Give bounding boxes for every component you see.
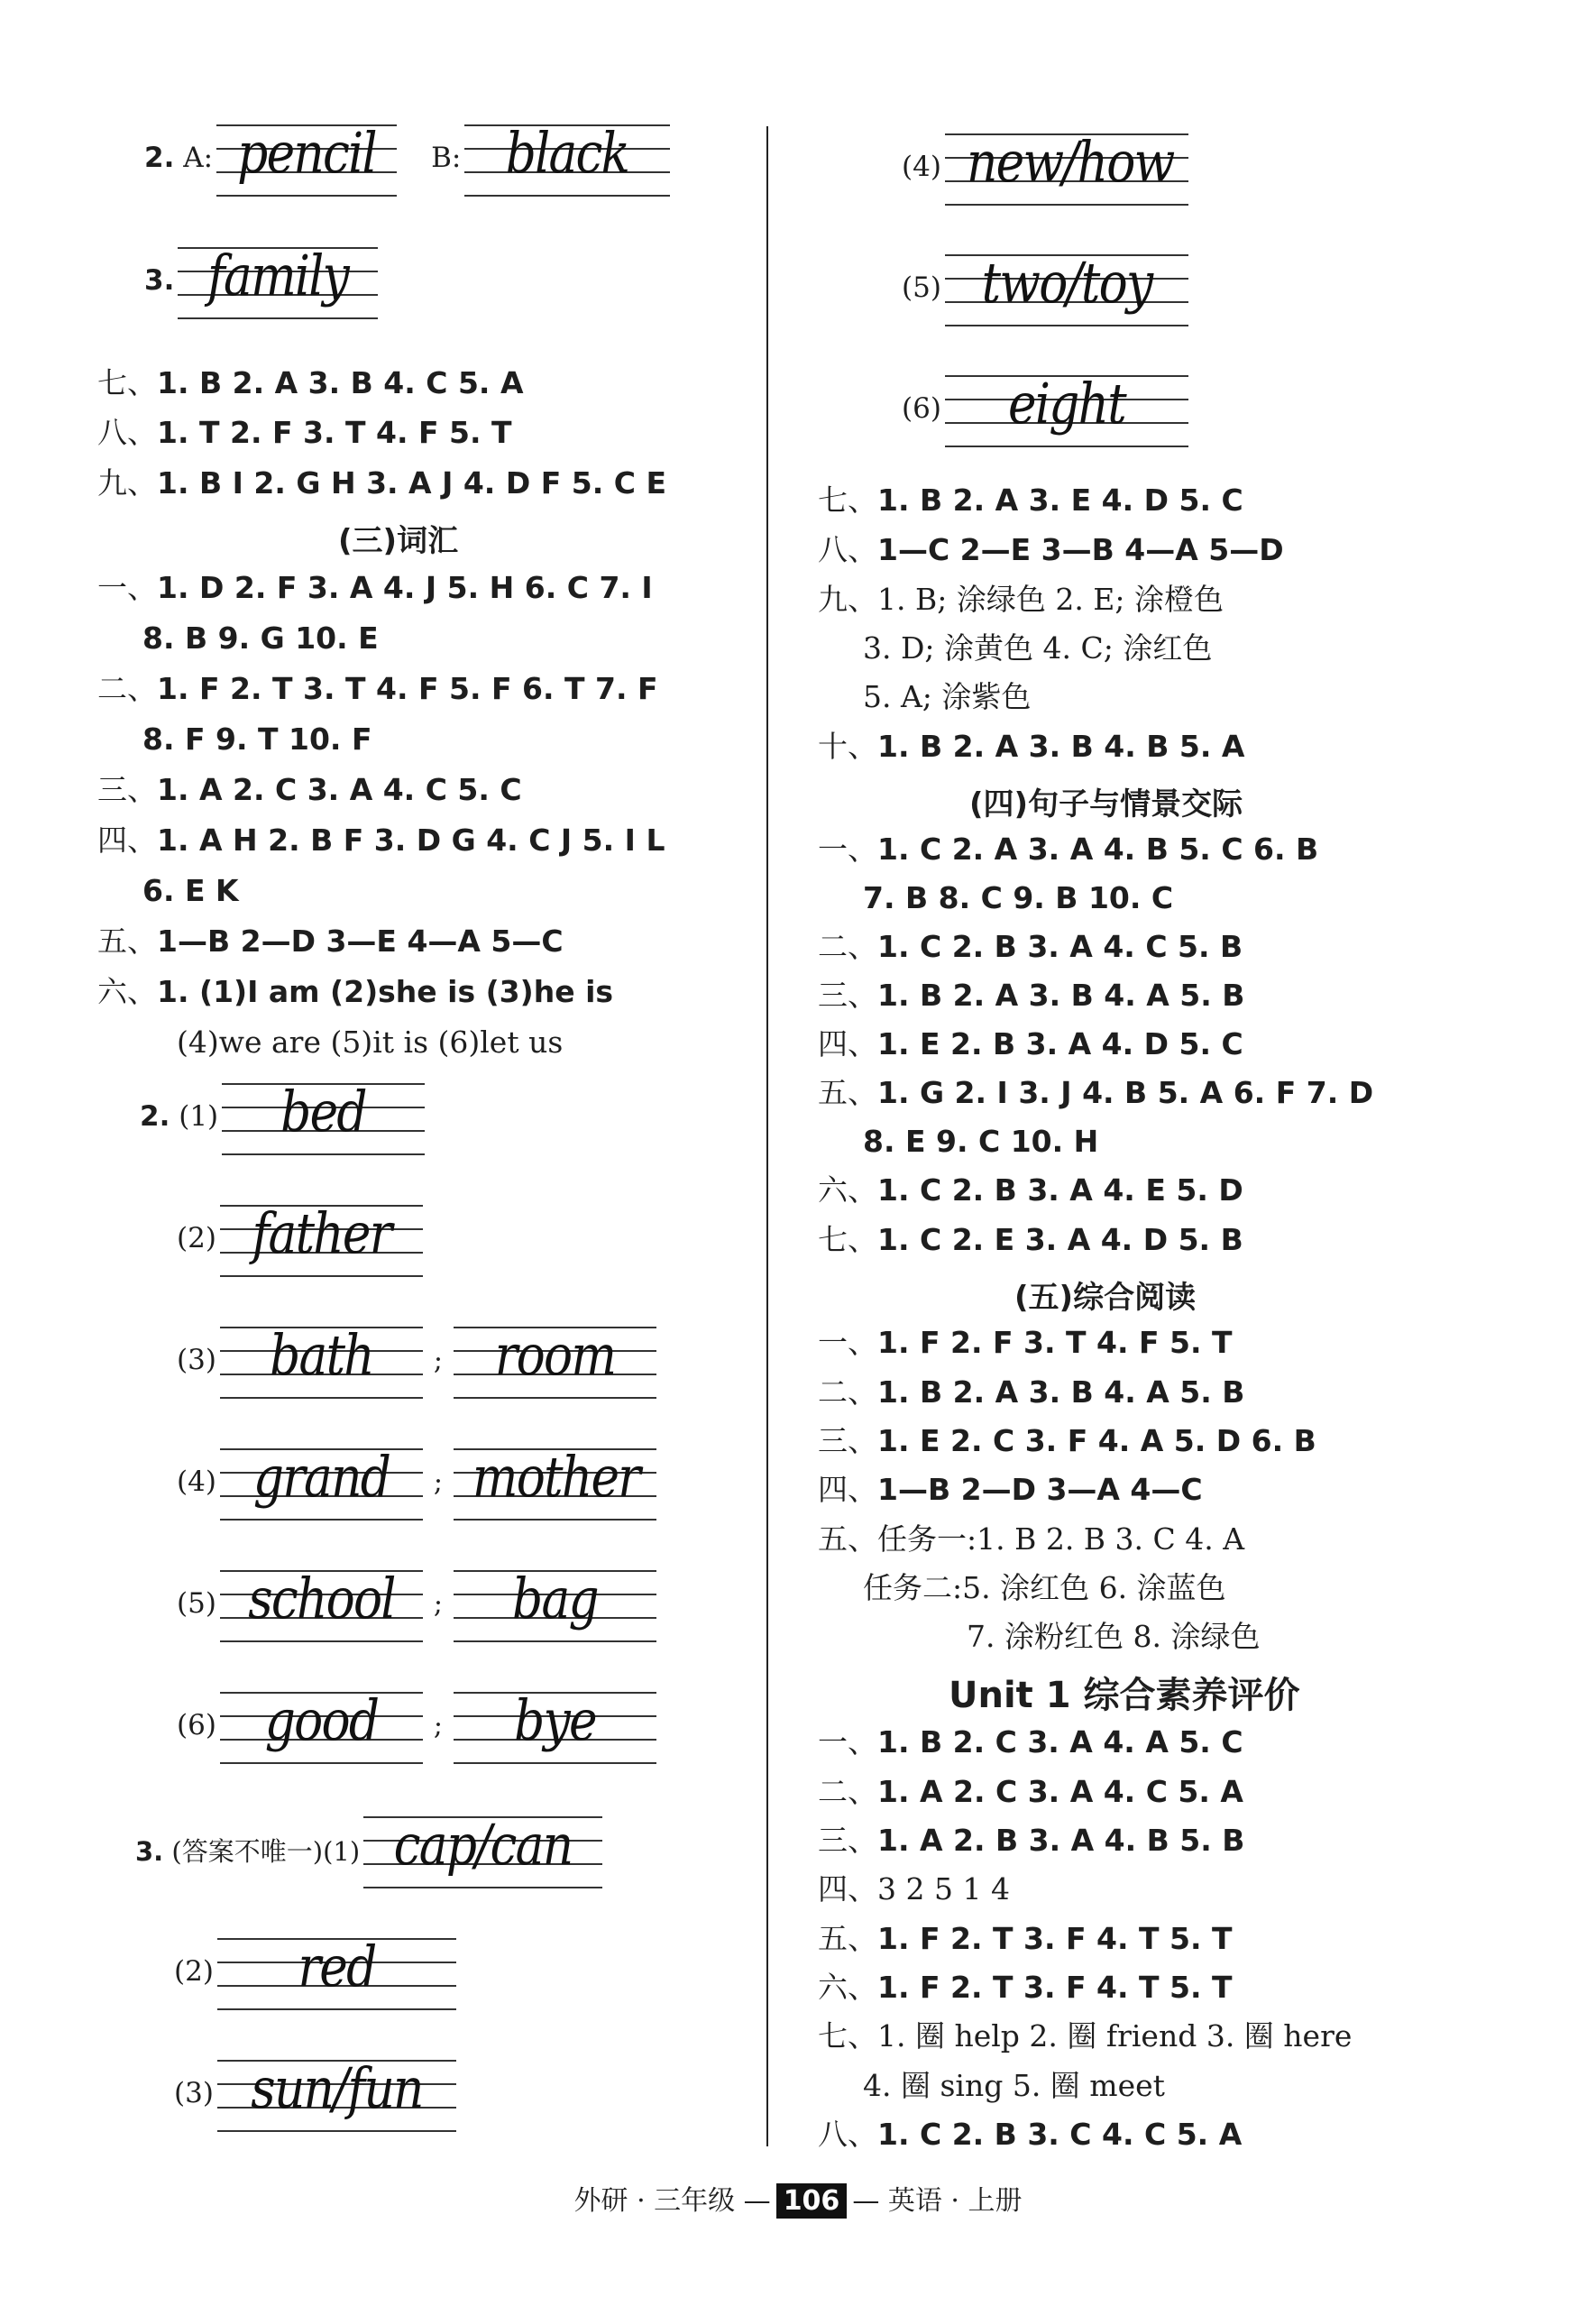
handwritten-word: black: [506, 120, 629, 186]
four-line-box: [222, 1078, 425, 1155]
handwritten-word: room: [494, 1322, 616, 1388]
answer-row: 8. E 9. C 10. H: [863, 1124, 1099, 1159]
handwritten-word: bye: [514, 1687, 596, 1753]
answer-row: 8. F 9. T 10. F: [142, 721, 372, 757]
handwritten-word: bag: [512, 1566, 598, 1631]
four-line-box: [216, 119, 397, 197]
four-line-box: [217, 2054, 456, 2132]
handwritten-word: grand: [252, 1444, 390, 1510]
question-number: 3.: [144, 264, 175, 297]
four-line-box: [217, 1933, 456, 2010]
handwritten-word: bed: [280, 1079, 366, 1144]
answer-row: 一、1. D 2. F 3. A 4. J 5. H 6. C 7. I: [97, 570, 653, 605]
answer-row: 八、1—C 2—E 3—B 4—A 5—D: [818, 532, 1284, 567]
page-number: 106: [776, 2183, 848, 2219]
footer-left: 外研 · 三年级 —: [573, 2185, 771, 2217]
section-title: (五)综合阅读: [1014, 1280, 1197, 1316]
answer-row: (4)we are (5)it is (6)let us: [177, 1024, 564, 1060]
answer-row: 七、1. B 2. A 3. B 4. C 5. A: [97, 365, 524, 400]
answer-row: 三、1. A 2. B 3. A 4. B 5. B: [818, 1823, 1245, 1858]
answer-row: 七、1. C 2. E 3. A 4. D 5. B: [818, 1222, 1243, 1257]
hw-q6-2-item: (4) grand ; mother: [177, 1443, 656, 1521]
answer-row: 7. 涂粉红色 8. 涂绿色: [967, 1619, 1261, 1654]
four-line-box: [945, 370, 1188, 447]
handwritten-word: father: [252, 1200, 391, 1266]
section-title: Unit 1 综合素养评价: [949, 1675, 1300, 1716]
four-line-box: [220, 1686, 423, 1764]
four-line-box: [454, 1443, 656, 1521]
section-title: (四)句子与情景交际: [969, 786, 1243, 822]
answer-row: 八、1. C 2. B 3. C 4. C 5. A: [818, 2117, 1243, 2152]
four-line-box: [464, 119, 670, 197]
answer-row: 六、1. (1)I am (2)she is (3)he is: [97, 974, 614, 1009]
label-a: A:: [183, 142, 214, 174]
hw-q3: [144, 242, 378, 319]
answer-row: 二、1. C 2. B 3. A 4. C 5. B: [818, 929, 1243, 964]
answer-row: 八、1. T 2. F 3. T 4. F 5. T: [97, 415, 512, 450]
four-line-box: [220, 1199, 423, 1277]
page-footer: [0, 2178, 1596, 2219]
answer-row: 一、1. C 2. A 3. A 4. B 5. C 6. B: [818, 832, 1319, 867]
answer-row: 二、1. F 2. T 3. T 4. F 5. F 6. T 7. F: [97, 671, 658, 706]
answer-row: 七、1. B 2. A 3. E 4. D 5. C: [818, 482, 1243, 518]
answer-row: 8. B 9. G 10. E: [142, 620, 379, 656]
column-divider: [766, 126, 768, 2146]
hw-q6-2-item: (2) father: [177, 1199, 423, 1277]
four-line-box: [454, 1686, 656, 1764]
hw-q6-2-item: 2. (1) bed: [140, 1078, 425, 1155]
answer-row: 五、1. G 2. I 3. J 4. B 5. A 6. F 7. D: [818, 1075, 1374, 1110]
answer-row: 七、1. 圈 help 2. 圈 friend 3. 圈 here: [818, 2018, 1353, 2054]
four-line-box: [945, 249, 1188, 326]
answer-row: 四、1. E 2. B 3. A 4. D 5. C: [818, 1026, 1243, 1061]
four-line-box: [363, 1811, 602, 1888]
answer-row: 一、1. B 2. C 3. A 4. A 5. C: [818, 1724, 1243, 1760]
four-line-box: [945, 128, 1188, 206]
section-title: (三)词汇: [338, 523, 459, 559]
four-line-box: [454, 1565, 656, 1642]
handwritten-word: good: [264, 1687, 379, 1753]
answer-row: 二、1. A 2. C 3. A 4. C 5. A: [818, 1774, 1243, 1809]
hw-q6-3-item: (3) sun/fun: [174, 2054, 456, 2132]
answer-row: 五、1. F 2. T 3. F 4. T 5. T: [818, 1921, 1233, 1956]
answer-row: 三、1. B 2. A 3. B 4. A 5. B: [818, 978, 1245, 1013]
answer-row: 4. 圈 sing 5. 圈 meet: [863, 2068, 1165, 2103]
handwritten-word: family: [207, 243, 349, 308]
answer-row: 7. B 8. C 9. B 10. C: [863, 880, 1174, 915]
hw-top-item: (4) new/how: [902, 128, 1188, 206]
footer-right: — 英语 · 上册: [852, 2185, 1023, 2217]
answer-row: 一、1. F 2. F 3. T 4. F 5. T: [818, 1325, 1233, 1360]
answer-row: 四、1. A H 2. B F 3. D G 4. C J 5. I L: [97, 822, 665, 858]
answer-row: 二、1. B 2. A 3. B 4. A 5. B: [818, 1374, 1245, 1410]
four-line-box: [220, 1321, 423, 1399]
handwritten-word: eight: [1007, 371, 1125, 436]
four-line-box: [220, 1565, 423, 1642]
hw-q6-2-item: (3) bath ; room: [177, 1321, 656, 1399]
handwritten-word: two/toy: [981, 250, 1152, 316]
handwritten-word: cap/can: [393, 1812, 573, 1878]
answer-row: 6. E K: [142, 873, 239, 908]
hw-q6-3-item: 3. (答案不唯一)(1) cap/can: [135, 1811, 602, 1888]
question-number: 2.: [144, 142, 175, 174]
handwritten-word: red: [298, 1934, 376, 1999]
answer-row: 九、1. B; 涂绿色 2. E; 涂橙色: [818, 582, 1224, 617]
handwritten-word: pencil: [237, 120, 376, 186]
handwritten-word: mother: [472, 1444, 640, 1510]
handwritten-word: new/how: [966, 129, 1174, 195]
answer-row: 五、1—B 2—D 3—E 4—A 5—C: [97, 923, 564, 959]
answer-row: 5. A; 涂紫色: [863, 679, 1032, 714]
hw-top-item: (6) eight: [902, 370, 1188, 447]
handwritten-word: bath: [270, 1322, 373, 1388]
answer-row: 六、1. C 2. B 3. A 4. E 5. D: [818, 1172, 1243, 1208]
answer-row: 十、1. B 2. A 3. B 4. B 5. A: [818, 729, 1245, 764]
hw-q6-2-item: (5) school ; bag: [177, 1565, 656, 1642]
hw-top-item: (5) two/toy: [902, 249, 1188, 326]
four-line-box: [220, 1443, 423, 1521]
hw-q2: [144, 119, 670, 197]
answer-row: 九、1. B I 2. G H 3. A J 4. D F 5. C E: [97, 465, 666, 501]
answer-row: 五、任务一:1. B 2. B 3. C 4. A: [818, 1521, 1245, 1557]
four-line-box: [178, 242, 378, 319]
answer-row: 六、1. F 2. T 3. F 4. T 5. T: [818, 1970, 1233, 2005]
answer-row: 三、1. E 2. C 3. F 4. A 5. D 6. B: [818, 1423, 1316, 1458]
handwritten-word: school: [248, 1566, 395, 1631]
hw-q6-2-item: (6) good ; bye: [177, 1686, 656, 1764]
answer-row: 任务二:5. 涂红色 6. 涂蓝色: [863, 1570, 1226, 1605]
answer-row: 三、1. A 2. C 3. A 4. C 5. C: [97, 772, 522, 807]
hw-q6-3-item: (2) red: [174, 1933, 456, 2010]
answer-row: 四、3 2 5 1 4: [818, 1871, 1010, 1907]
answer-row: 四、1—B 2—D 3—A 4—C: [818, 1472, 1203, 1507]
label-b: B:: [431, 142, 462, 174]
handwritten-word: sun/fun: [251, 2055, 423, 2121]
answer-row: 3. D; 涂黄色 4. C; 涂红色: [863, 630, 1213, 666]
four-line-box: [454, 1321, 656, 1399]
